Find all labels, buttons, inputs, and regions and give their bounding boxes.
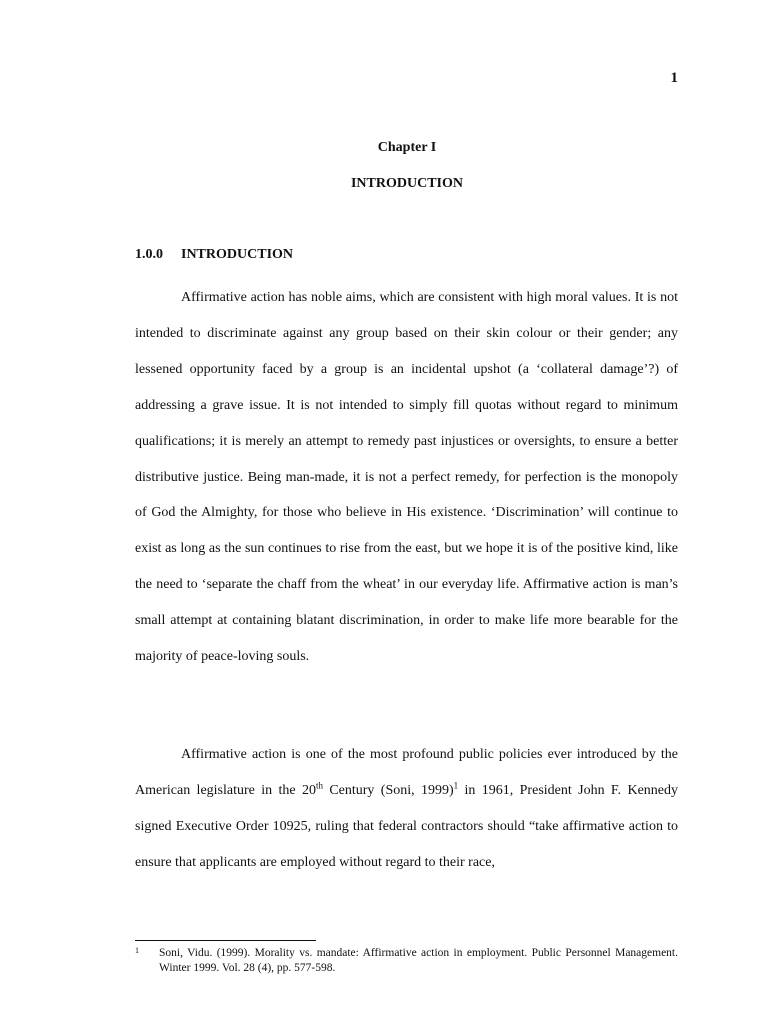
paragraph-2-part-1: Affirmative action is one of the most profound public policies ever introduced by the American legislature in the 20 bbox=[135, 747, 678, 798]
section-number: 1.0.0 bbox=[135, 247, 163, 262]
footnote-rule bbox=[135, 940, 316, 941]
footnote-text: Soni, Vidu. (1999). Morality vs. mandate: Affirmative action in employment. Public Personnel Management. Winter 1999. Vol. 28 (4), pp. 577-598. bbox=[159, 947, 678, 974]
footnote-marker: 1 bbox=[135, 946, 139, 955]
chapter-label: Chapter I bbox=[377, 140, 437, 155]
page-number: 1 bbox=[670, 70, 678, 86]
section-heading bbox=[135, 247, 293, 263]
paragraph-2-part-2: Century (Soni, 1999) bbox=[322, 782, 454, 798]
paragraph-2 bbox=[135, 737, 678, 881]
paragraph-2-part-3: in 1961, President John F. Kennedy signed Executive Order 10925, ruling that federal contractors should “take affirmative action to ensure that applicants are employed without regard to their race, bbox=[135, 782, 678, 870]
section-title: INTRODUCTION bbox=[181, 247, 294, 262]
footnote bbox=[135, 946, 678, 976]
paragraph-1: Affirmative action has noble aims, which are consistent with high moral values. It is not intended to discriminate against any group based on their skin colour or their gender; any lessened opportunity faced by a group is an incidental upshot (a ‘collateral damage’?) of addressing a grave issue. It is not intended to simply fill quotas without regard to minimum qualifications; it is merely an attempt to remedy past injustices or oversights, to ensure a better distributive justice. Being man-made, it is not a perfect remedy, for perfection is the monopoly of God the Almighty, for those who believe in His existence. ‘Discrimination’ will continue to exist as long as the sun continues to rise from the east, but we hope it is of the positive kind, like the need to ‘separate the chaff from the wheat’ in our everyday life. Affirmative action is man’s small attempt at containing blatant discrimination, in order to make life more bearable for the majority of peace-loving souls. bbox=[135, 290, 678, 665]
footnote-reference: 1 bbox=[453, 780, 459, 791]
chapter-title: INTRODUCTION bbox=[350, 176, 463, 191]
ordinal-superscript: th bbox=[315, 780, 323, 791]
